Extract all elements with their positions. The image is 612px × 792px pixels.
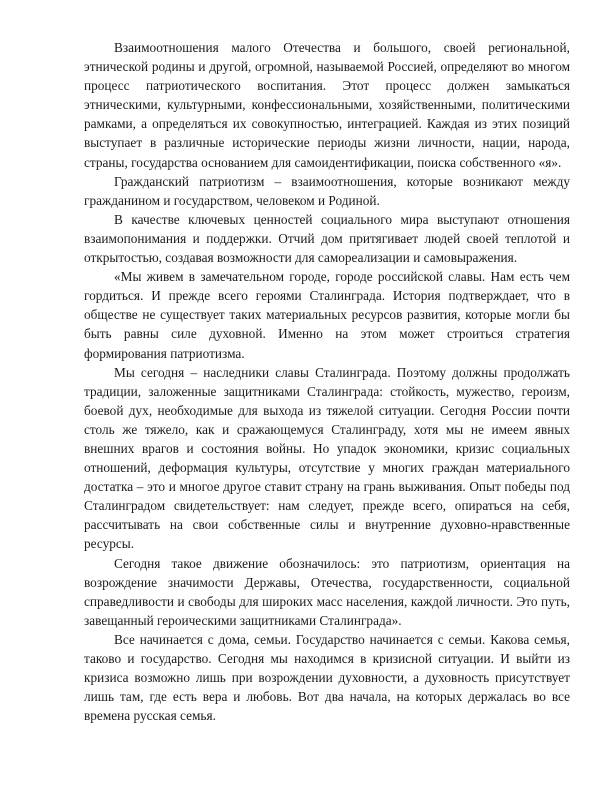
paragraph-family: Все начинается с дома, семьи. Государство начинается с семьи. Какова семья, таково и государство. Сегодня мы находимся в кризисной ситуации. И выйти из кризиса возможно лишь при возрождении духовности, а духовность присутствует лишь там, где есть вера и любовь. Вот два начала, на которых держалась во все времена русская семья.	[84, 631, 570, 724]
paragraph-regional-homeland: Взаимоотношения малого Отечества и большого, своей региональной, этнической родины и другой, огромной, называемой Россией, определяют во многом процесс патриотического воспитания. Этот процесс должен замыкаться этническими, культурными, конфессиональными, хозяйственными, политическими рамками, а определяться их совокупностью, интеграцией. Каждая из этих позиций выступает в различные исторические периоды жизни личности, нации, народа, страны, государства основанием для самоидентификации, поиска собственного «я».	[84, 40, 570, 170]
document-page	[84, 38, 570, 725]
paragraph-heirs-of-stalingrad: Мы сегодня – наследники славы Сталинграда. Поэтому должны продолжать традиции, заложенные защитниками Сталинграда: стойкость, мужество, героизм, боевой дух, необходимые для выхода из тяжелой ситуации. Сегодня России почти столь же тяжело, как и сражающемуся Сталинграду, хотя мы не имеем явных внешних врагов и состояния войны. Но упадок экономики, кризис социальных отношений, деформация культуры, отсутствие у многих граждан материального достатка – это и многое другое ставит страну на грань выживания. Опыт победы под Сталинградом свидетельствует: нам следует, прежде всего, опираться на себя, рассчитывать на свои собственные силы и внутренние духовно-нравственные ресурсы.	[84, 364, 570, 552]
paragraph-stalingrad-glory: «Мы живем в замечательном городе, городе российской славы. Нам есть чем гордиться. И прежде всего героями Сталинграда. История подтверждает, что в обществе не существует таких материальных ресурсов развития, которые могли бы быть равны силе духовной. Именно на этом может строиться стратегия формирования патриотизма.	[84, 269, 570, 361]
paragraph-movement: Сегодня такое движение обозначилось: это патриотизм, ориентация на возрождение значимости Державы, Отечества, государственности, социальной справедливости и свободы для широких масс населения, каждой личности. Это путь, завещанный героическими защитниками Сталинграда».	[84, 555, 570, 628]
paragraph-key-values: В качестве ключевых ценностей социального мира выступают отношения взаимопонимания и поддержки. Отчий дом притягивает людей своей теплотой и открытостью, создавая возможности для самореализации и самовыражения.	[84, 211, 570, 266]
paragraph-civic-patriotism: Гражданский патриотизм – взаимоотношения, которые возникают между гражданином и государством, человеком и Родиной.	[84, 173, 570, 208]
